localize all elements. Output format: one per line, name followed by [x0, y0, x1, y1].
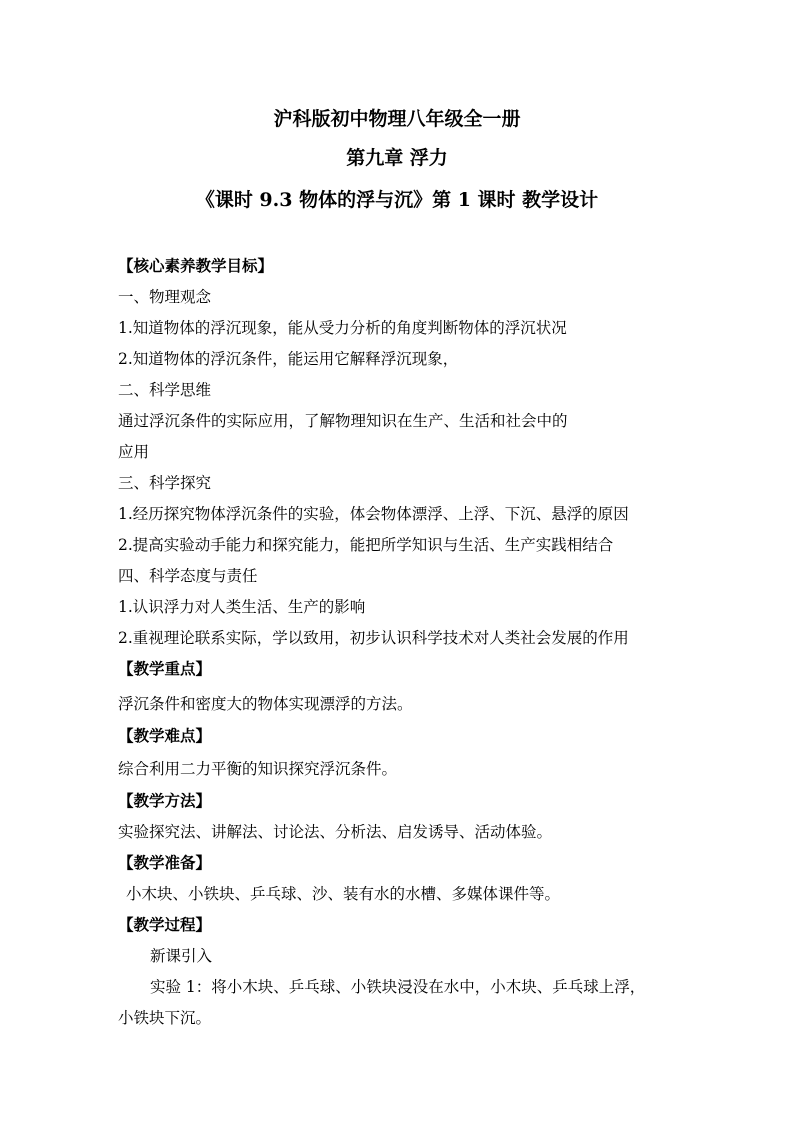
- lesson-title: 《课时 9.3 物体的浮与沉》第 1 课时 教学设计: [195, 189, 599, 211]
- difficulties-heading: 【教学难点】: [118, 726, 212, 745]
- thinking-text-line-1: 通过浮沉条件的实际应用，了解物理知识在生产、生活和社会中的: [118, 412, 568, 430]
- concept-heading: 一、物理观念: [118, 288, 212, 306]
- preparation-text: 小木块、小铁块、乒乓球、沙、装有水的水槽、多媒体课件等。: [126, 885, 561, 903]
- thinking-text-line-2: 应用: [118, 443, 150, 461]
- objectives-heading: 【核心素养教学目标】: [118, 256, 274, 275]
- key-points-text: 浮沉条件和密度大的物体实现漂浮的方法。: [118, 695, 413, 713]
- attitude-item-1: 1.认识浮力对人类生活、生产的影响: [118, 598, 366, 616]
- inquiry-item-2: 2.提高实验动手能力和探究能力，能把所学知识与生活、生产实践相结合: [118, 536, 614, 554]
- thinking-heading: 二、科学思维: [118, 381, 212, 399]
- concept-item-2: 2.知道物体的浮沉条件，能运用它解释浮沉现象，: [118, 350, 459, 368]
- series-title: 沪科版初中物理八年级全一册: [273, 108, 521, 130]
- experiment-text-line-2: 小铁块下沉。: [118, 1009, 212, 1027]
- methods-text: 实验探究法、讲解法、讨论法、分析法、启发诱导、活动体验。: [118, 823, 553, 841]
- inquiry-heading: 三、科学探究: [118, 474, 212, 492]
- difficulties-text: 综合利用二力平衡的知识探究浮沉条件。: [118, 760, 398, 778]
- process-heading: 【教学过程】: [118, 915, 212, 934]
- key-points-heading: 【教学重点】: [118, 659, 212, 678]
- attitude-heading: 四、科学态度与责任: [118, 567, 258, 585]
- experiment-text-line-1: 实验 1：将小木块、乒乓球、小铁块浸没在水中，小木块、乒乓球上浮，: [150, 978, 646, 996]
- inquiry-item-1: 1.经历探究物体浮沉条件的实验，体会物体漂浮、上浮、下沉、悬浮的原因: [118, 505, 629, 523]
- chapter-title: 第九章 浮力: [346, 147, 448, 169]
- attitude-item-2: 2.重视理论联系实际，学以致用，初步认识科学技术对人类社会发展的作用: [118, 629, 629, 647]
- intro-heading: 新课引入: [150, 947, 213, 965]
- preparation-heading: 【教学准备】: [118, 853, 212, 872]
- concept-item-1: 1.知道物体的浮沉现象，能从受力分析的角度判断物体的浮沉状况: [118, 319, 567, 337]
- methods-heading: 【教学方法】: [118, 791, 212, 810]
